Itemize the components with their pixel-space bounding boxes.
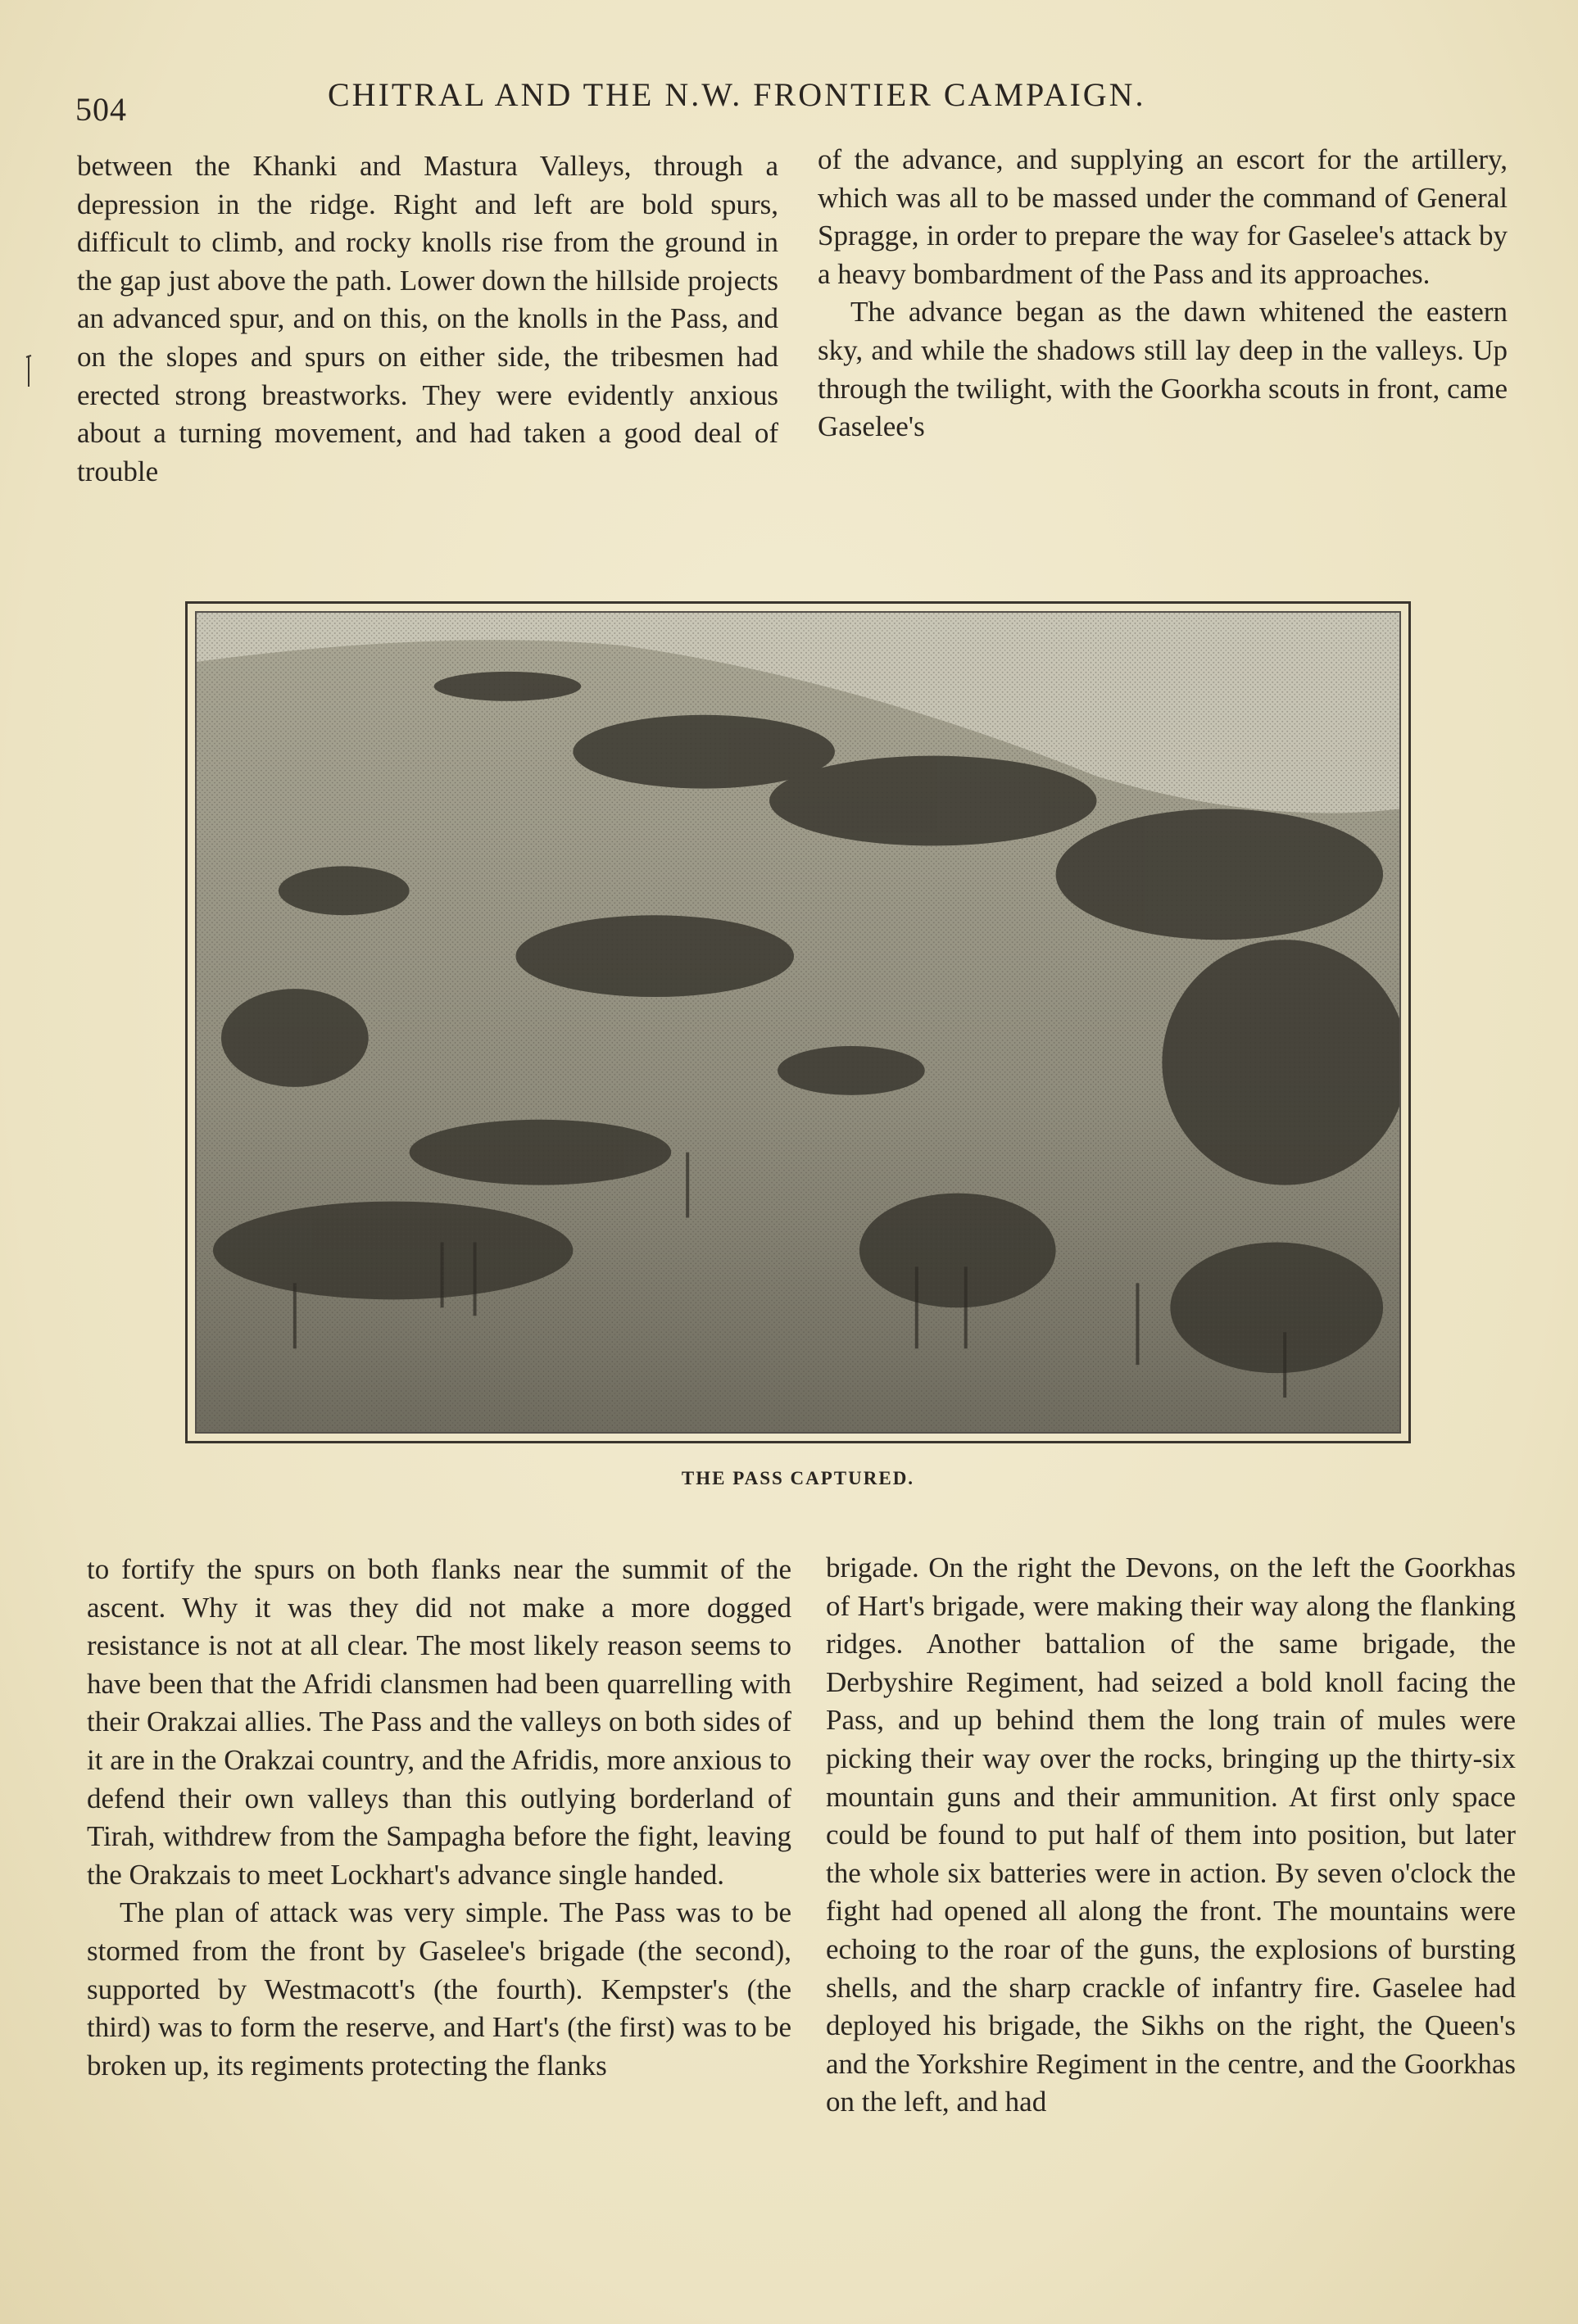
text-column-bottom-right — [826, 1549, 1516, 2122]
text-column-top-right — [818, 141, 1508, 446]
text-column-bottom-left — [87, 1551, 791, 2085]
paragraph: to fortify the spurs on both flanks near the summit of the ascent. Why it was they did not make a more dogged resistance is not at all clear. The most likely reason seems to have been that the Afridi clansmen had been quarrelling with their Orakzai allies. The Pass and the valleys on both sides of it are in the Orakzai country, and the Afridis, more anxious to defend their own valleys than this outlying borderland of Tirah, withdrew from the Sampagha before the fight, leaving the Orakzais to meet Lockhart's advance single handed. — [87, 1553, 791, 1891]
figure-photograph — [185, 601, 1411, 1443]
page-number: 504 — [75, 91, 127, 128]
paragraph: The advance began as the dawn whitened the eastern sky, and while the shadows still lay deep in the valleys. Up through the twilight, with the Goorkha scouts in front, came Gaselee's — [818, 296, 1508, 443]
photograph-icon — [195, 611, 1401, 1434]
paragraph: of the advance, and supplying an escort for the artillery, which was all to be massed under the command of General Spragge, in order to prepare the way for Gaselee's attack by a heavy bombardment of the Pass and its approaches. — [818, 143, 1508, 290]
text-column-top-left — [77, 147, 778, 491]
paragraph: The plan of attack was very simple. The Pass was to be stormed from the front by Gaselee's brigade (the second), supported by Westmacott's (the fourth). Kempster's (the third) was to form the reserve, and Hart's (the first) was to be broken up, its regiments protecting the flanks — [87, 1896, 791, 2082]
figure-caption: THE PASS CAPTURED. — [681, 1468, 915, 1488]
paragraph: between the Khanki and Mastura Valleys, through a depression in the ridge. Right and left are bold spurs, difficult to climb, and rocky knolls rise from the ground in the gap just above the path. Lower down the hillside projects an advanced spur, and on this, on the knolls in the Pass, and on the slopes and spurs on either side, the tribesmen had erected strong breastworks. They were evidently anxious about a turning movement, and had taken a good deal of trouble — [77, 150, 778, 487]
running-title: CHITRAL AND THE N.W. FRONTIER CAMPAIGN. — [328, 76, 1146, 113]
paragraph: brigade. On the right the Devons, on the left the Goorkhas of Hart's brigade, were making their way along the flanking ridges. Another battalion of the same brigade, the Derbyshire Regiment, had seized a bold knoll facing the Pass, and up behind them the long train of mules were picking their way over the rocks, bringing up the thirty-six mountain guns and their ammunition. At first only space could be found to put half of them into position, but later the whole six batteries were in action. By seven o'clock the fight had opened all along the front. The mountains were echoing to the roar of the guns, the explosions of bursting shells, and the sharp crackle of infantry fire. Gaselee had deployed his brigade, the Sikhs on the right, the Queen's and the Yorkshire Regiment in the centre, and the Goorkhas on the left, and had — [826, 1552, 1516, 2118]
margin-mark — [25, 354, 33, 390]
